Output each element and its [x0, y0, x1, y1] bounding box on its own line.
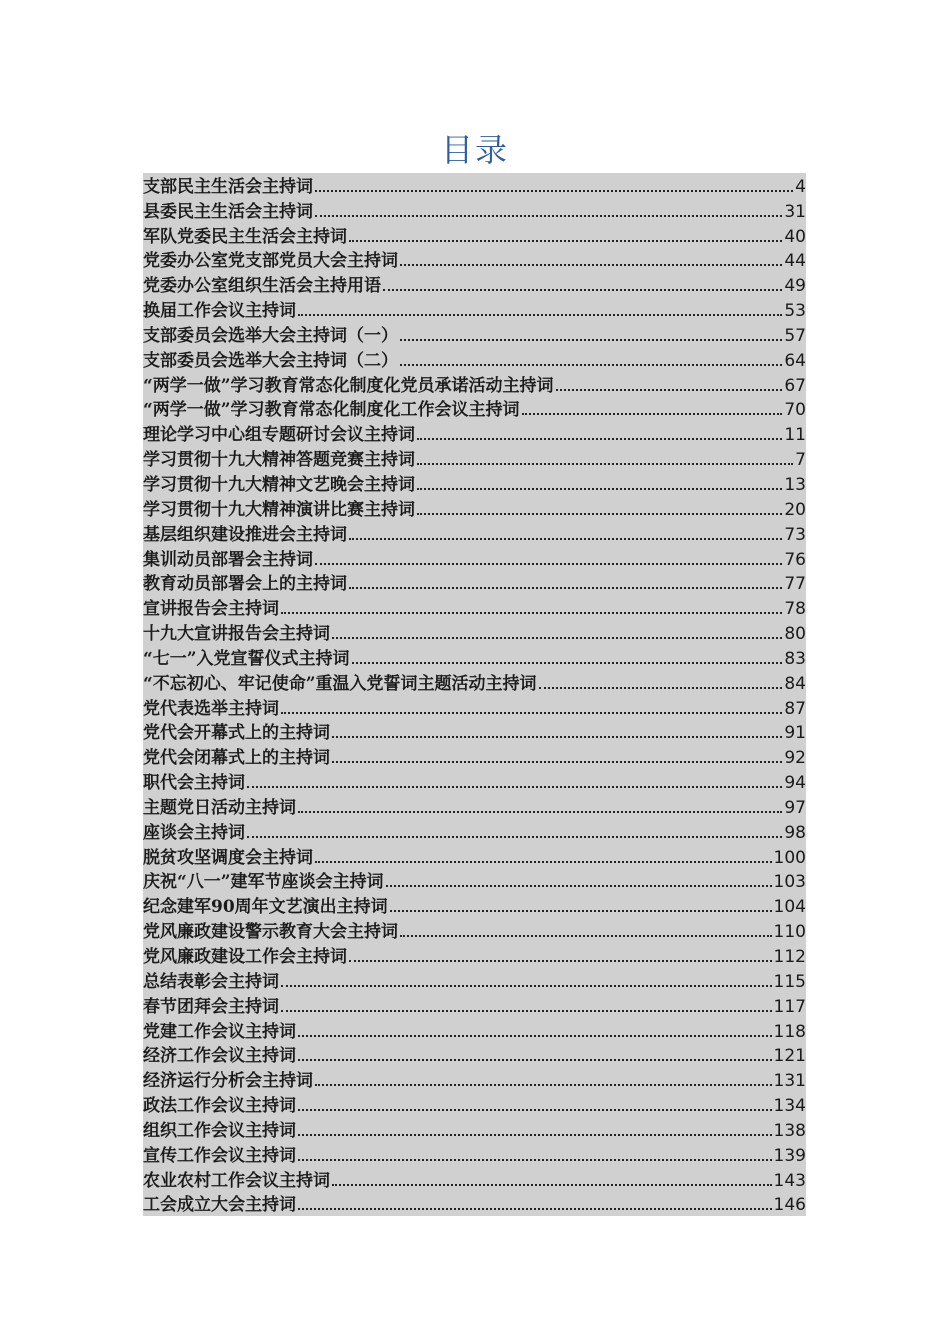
toc-entry-label: 总结表彰会主持词 — [143, 971, 279, 992]
toc-dot-leader — [315, 562, 782, 565]
toc-entry[interactable] — [143, 297, 806, 322]
toc-dot-leader — [247, 785, 782, 788]
toc-entry[interactable] — [143, 173, 806, 198]
toc-dot-leader — [247, 835, 782, 838]
toc-list — [143, 173, 806, 1216]
toc-dot-leader — [298, 313, 782, 316]
toc-entry-label: 党代会开幕式上的主持词 — [143, 723, 330, 744]
toc-entry-page-number: 40 — [784, 226, 806, 247]
toc-entry-page-number: 64 — [784, 350, 806, 371]
toc-entry-page-number: 67 — [784, 375, 806, 396]
toc-entry-label: 庆祝“八一”建军节座谈会主持词 — [143, 872, 384, 893]
toc-entry-page-number: 110 — [773, 922, 806, 943]
toc-entry-page-number: 112 — [773, 947, 806, 967]
toc-dot-leader — [315, 214, 782, 217]
toc-entry-label: 宣传工作会议主持词 — [143, 1145, 296, 1166]
toc-entry-page-number: 143 — [773, 1170, 806, 1191]
toc-entry[interactable] — [143, 347, 806, 372]
toc-entry[interactable] — [143, 1142, 806, 1167]
toc-entry-label: 宣讲报告会主持词 — [143, 599, 279, 620]
toc-dot-leader — [539, 686, 783, 689]
toc-entry-page-number: 73 — [784, 524, 806, 545]
toc-entry[interactable] — [143, 496, 806, 521]
toc-entry[interactable] — [143, 645, 806, 670]
toc-dot-leader — [390, 909, 772, 912]
toc-entry-page-number: 104 — [773, 897, 806, 918]
toc-entry[interactable] — [143, 372, 806, 397]
toc-entry[interactable] — [143, 695, 806, 720]
toc-dot-leader — [332, 760, 782, 763]
toc-entry-page-number: 138 — [773, 1120, 806, 1141]
toc-entry-label: 党风廉政建设工作会主持词 — [143, 947, 347, 967]
toc-entry[interactable] — [143, 595, 806, 620]
toc-entry[interactable] — [143, 1043, 806, 1068]
toc-entry-label: 学习贯彻十九大精神文艺晚会主持词 — [143, 474, 415, 495]
toc-entry[interactable] — [143, 844, 806, 869]
toc-entry[interactable] — [143, 1092, 806, 1117]
toc-entry-label: 县委民主生活会主持词 — [143, 201, 313, 222]
toc-entry-label: 党风廉政建设警示教育大会主持词 — [143, 922, 398, 943]
toc-entry[interactable] — [143, 794, 806, 819]
toc-dot-leader — [417, 487, 782, 490]
toc-dot-leader — [298, 1207, 772, 1210]
toc-entry-label: 军队党委民主生活会主持词 — [143, 226, 347, 247]
toc-entry[interactable] — [143, 1192, 806, 1217]
toc-dot-leader — [315, 860, 772, 863]
toc-entry-label: 纪念建军90周年文艺演出主持词 — [143, 897, 388, 918]
toc-entry[interactable] — [143, 223, 806, 248]
toc-entry-label: 集训动员部署会主持词 — [143, 549, 313, 570]
toc-entry-page-number: 57 — [784, 325, 806, 346]
toc-entry[interactable] — [143, 397, 806, 422]
toc-dot-leader — [349, 586, 782, 589]
toc-dot-leader — [417, 512, 782, 515]
toc-entry-label: “七一”入党宣誓仪式主持词 — [143, 648, 350, 669]
toc-entry-page-number: 53 — [784, 301, 806, 322]
toc-dot-leader — [281, 984, 772, 987]
toc-dot-leader — [281, 1009, 772, 1012]
toc-entry-page-number: 13 — [784, 474, 806, 495]
toc-entry-label: 换届工作会议主持词 — [143, 301, 296, 322]
toc-entry[interactable] — [143, 720, 806, 745]
toc-dot-leader — [556, 388, 783, 391]
toc-dot-leader — [522, 412, 783, 415]
toc-dot-leader — [400, 934, 772, 937]
toc-entry[interactable] — [143, 893, 806, 918]
toc-entry-label: 座谈会主持词 — [143, 822, 245, 843]
toc-entry[interactable] — [143, 968, 806, 993]
toc-entry-page-number: 78 — [784, 599, 806, 620]
toc-entry-page-number: 44 — [784, 251, 806, 272]
toc-entry-page-number: 115 — [773, 971, 806, 992]
toc-dot-leader — [281, 711, 782, 714]
toc-entry[interactable] — [143, 571, 806, 596]
toc-entry-page-number: 4 — [795, 176, 806, 197]
toc-entry-page-number: 91 — [784, 723, 806, 744]
toc-entry-label: 主题党日活动主持词 — [143, 797, 296, 818]
toc-entry[interactable] — [143, 670, 806, 695]
toc-entry-label: 春节团拜会主持词 — [143, 996, 279, 1017]
toc-dot-leader — [332, 735, 782, 738]
toc-entry[interactable] — [143, 446, 806, 471]
toc-entry[interactable] — [143, 322, 806, 347]
toc-entry-label: 教育动员部署会上的主持词 — [143, 574, 347, 595]
toc-entry[interactable] — [143, 993, 806, 1018]
toc-entry-label: 基层组织建设推进会主持词 — [143, 524, 347, 545]
toc-entry-page-number: 118 — [773, 1021, 806, 1042]
toc-entry-page-number: 31 — [784, 201, 806, 222]
toc-entry-label: 职代会主持词 — [143, 773, 245, 794]
toc-entry[interactable] — [143, 421, 806, 446]
toc-entry-label: 脱贫攻坚调度会主持词 — [143, 847, 313, 868]
toc-entry[interactable] — [143, 744, 806, 769]
toc-dot-leader — [281, 611, 782, 614]
toc-entry-page-number: 87 — [784, 698, 806, 719]
toc-entry-page-number: 7 — [795, 450, 806, 471]
toc-dot-leader — [298, 1034, 772, 1037]
toc-entry-page-number: 94 — [784, 773, 806, 794]
toc-entry-page-number: 77 — [784, 574, 806, 595]
toc-dot-leader — [298, 1158, 772, 1161]
toc-dot-leader — [400, 363, 782, 366]
toc-entry-label: 农业农村工作会议主持词 — [143, 1170, 330, 1191]
toc-dot-leader — [315, 1083, 772, 1086]
toc-entry-label: “两学一做”学习教育常态化制度化工作会议主持词 — [143, 400, 520, 421]
toc-entry[interactable] — [143, 1018, 806, 1043]
toc-entry-label: 政法工作会议主持词 — [143, 1096, 296, 1117]
toc-entry[interactable] — [143, 918, 806, 943]
toc-dot-leader — [349, 239, 782, 242]
toc-entry[interactable] — [143, 546, 806, 571]
toc-entry-label: 党代表选举主持词 — [143, 698, 279, 719]
toc-dot-leader — [298, 1133, 772, 1136]
toc-entry-label: 组织工作会议主持词 — [143, 1120, 296, 1141]
toc-entry-label: “两学一做”学习教育常态化制度化党员承诺活动主持词 — [143, 375, 554, 396]
toc-dot-leader — [352, 661, 783, 664]
toc-entry-page-number: 80 — [784, 624, 806, 645]
toc-dot-leader — [315, 189, 793, 192]
toc-dot-leader — [349, 537, 782, 540]
toc-entry-page-number: 117 — [773, 996, 806, 1017]
toc-entry-page-number: 76 — [784, 549, 806, 570]
toc-dot-leader — [417, 437, 782, 440]
toc-entry[interactable] — [143, 248, 806, 273]
toc-entry-label: 理论学习中心组专题研讨会议主持词 — [143, 425, 415, 446]
toc-entry-page-number: 139 — [773, 1145, 806, 1166]
toc-entry-page-number: 20 — [784, 499, 806, 520]
toc-entry-page-number: 49 — [784, 276, 806, 297]
toc-entry-label: 经济工作会议主持词 — [143, 1046, 296, 1067]
toc-entry-page-number: 84 — [784, 673, 806, 694]
toc-entry-page-number: 103 — [773, 872, 806, 893]
toc-entry-label: 支部委员会选举大会主持词（二） — [143, 350, 398, 371]
toc-entry[interactable] — [143, 943, 806, 968]
toc-dot-leader — [400, 338, 782, 341]
toc-dot-leader — [400, 263, 782, 266]
toc-entry-label: 学习贯彻十九大精神演讲比赛主持词 — [143, 499, 415, 520]
toc-entry[interactable] — [143, 521, 806, 546]
toc-entry-page-number: 11 — [784, 425, 806, 446]
toc-entry[interactable] — [143, 1167, 806, 1192]
toc-entry[interactable] — [143, 198, 806, 223]
toc-entry-page-number: 146 — [773, 1195, 806, 1216]
toc-entry-page-number: 83 — [784, 648, 806, 669]
toc-dot-leader — [386, 884, 772, 887]
toc-dot-leader — [417, 462, 793, 465]
toc-entry[interactable] — [143, 471, 806, 496]
toc-entry[interactable] — [143, 869, 806, 894]
toc-entry-label: 经济运行分析会主持词 — [143, 1071, 313, 1092]
toc-dot-leader — [298, 810, 782, 813]
toc-entry-label: 支部民主生活会主持词 — [143, 176, 313, 197]
toc-entry[interactable] — [143, 1117, 806, 1142]
toc-entry-label: 十九大宣讲报告会主持词 — [143, 624, 330, 645]
toc-dot-leader — [383, 288, 782, 291]
toc-entry[interactable] — [143, 272, 806, 297]
toc-entry[interactable] — [143, 1067, 806, 1092]
toc-entry-page-number: 70 — [784, 400, 806, 421]
toc-entry-label: 党委办公室党支部党员大会主持词 — [143, 251, 398, 272]
toc-entry-page-number: 98 — [784, 822, 806, 843]
toc-entry-page-number: 100 — [773, 847, 806, 868]
toc-entry-label: 党建工作会议主持词 — [143, 1021, 296, 1042]
toc-entry-label: 学习贯彻十九大精神答题竞赛主持词 — [143, 450, 415, 471]
toc-title: 目录 — [440, 131, 509, 169]
toc-entry-label: “不忘初心、牢记使命”重温入党誓词主题活动主持词 — [143, 673, 537, 694]
toc-dot-leader — [332, 636, 782, 639]
toc-dot-leader — [349, 959, 772, 962]
toc-entry-label: 工会成立大会主持词 — [143, 1195, 296, 1216]
toc-entry-label: 支部委员会选举大会主持词（一） — [143, 325, 398, 346]
toc-entry-label: 党委办公室组织生活会主持用语 — [143, 276, 381, 297]
toc-dot-leader — [332, 1183, 772, 1186]
toc-entry[interactable] — [143, 769, 806, 794]
toc-dot-leader — [298, 1108, 772, 1111]
toc-entry-label: 党代会闭幕式上的主持词 — [143, 748, 330, 769]
toc-entry[interactable] — [143, 819, 806, 844]
toc-entry-page-number: 131 — [773, 1071, 806, 1092]
toc-entry-page-number: 92 — [784, 748, 806, 769]
toc-entry[interactable] — [143, 620, 806, 645]
toc-entry-page-number: 134 — [773, 1096, 806, 1117]
toc-dot-leader — [298, 1058, 772, 1061]
toc-entry-page-number: 97 — [784, 797, 806, 818]
toc-entry-page-number: 121 — [773, 1046, 806, 1067]
